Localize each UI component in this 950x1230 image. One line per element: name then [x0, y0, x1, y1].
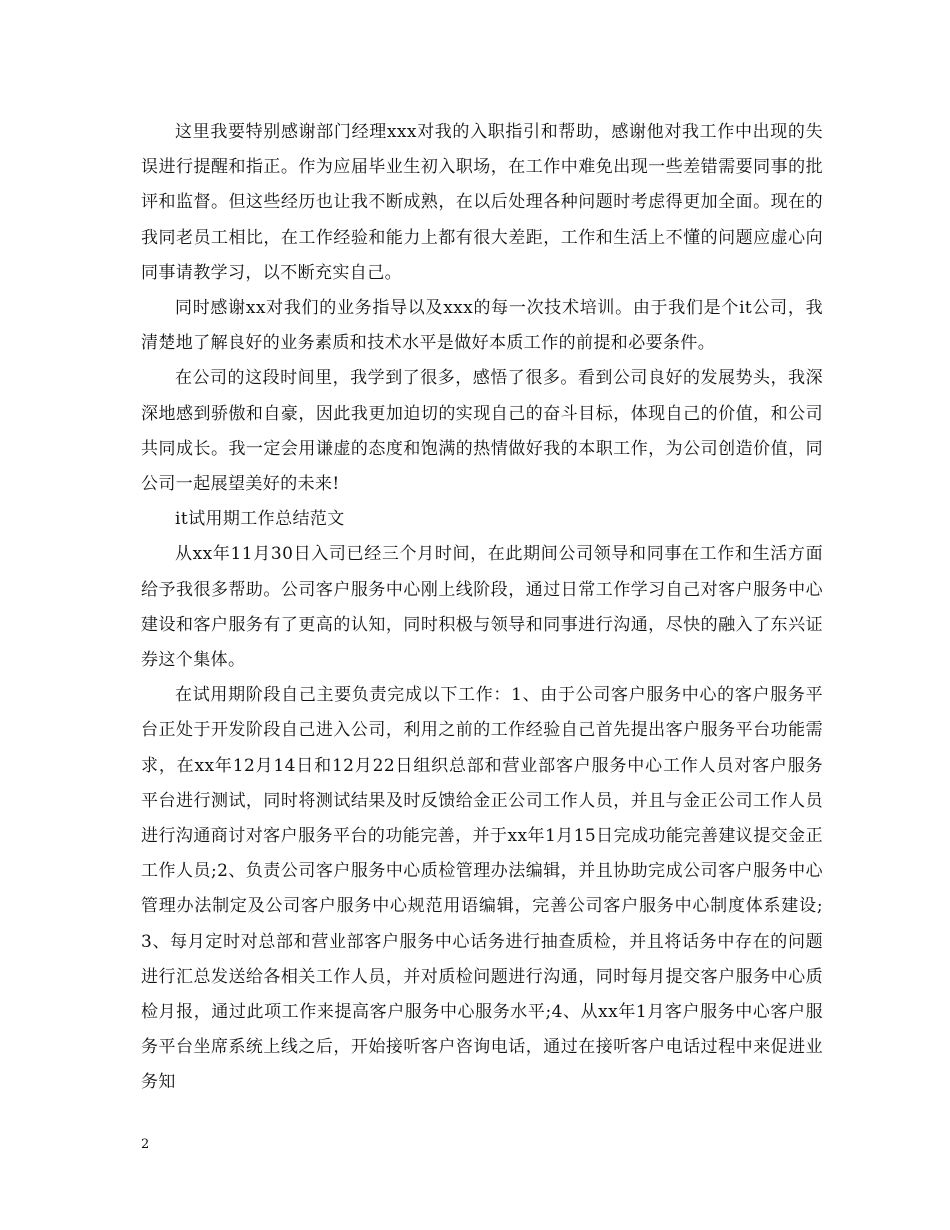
paragraph-company-growth: 在公司的这段时间里，我学到了很多，感悟了很多。看到公司良好的发展势头，我深深地感到骄傲和自豪，因此我更加迫切的实现自己的奋斗目标，体现自己的价值，和公司共同成长。我一定会用谦虚的态度和饱满的热情做好我的本职工作，为公司创造价值，同公司一起展望美好的未来!	[141, 368, 823, 495]
paragraph-joining-company: 从xx年11月30日入司已经三个月时间，在此期间公司领导和同事在工作和生活方面给予我很多帮助。公司客户服务中心刚上线阶段，通过日常工作学习自己对客户服务中心建设和客户服务有了更高的认知，同时积极与领导和同事进行沟通，尽快的融入了东兴证券这个集体。	[141, 544, 823, 671]
paragraph-thanks-training: 同时感谢xx对我们的业务指导以及xxx的每一次技术培训。由于我们是个it公司，我清楚地了解良好的业务素质和技术水平是做好本质工作的前提和必要条件。	[141, 298, 823, 354]
section-title: it试用期工作总结范文	[175, 509, 345, 530]
document-body	[141, 115, 823, 1101]
paragraph-work-duties: 在试用期阶段自己主要负责完成以下工作：1、由于公司客户服务中心的客户服务平台正处于开发阶段自己进入公司，利用之前的工作经验自己首先提出客户服务平台功能需求，在xx年12月14日和12月22日组织总部和营业部客户服务中心工作人员对客户服务平台进行测试，同时将测试结果及时反馈给金正公司工作人员，并且与金正公司工作人员进行沟通商讨对客户服务平台的功能完善，并于xx年1月15日完成功能完善建议提交金正工作人员;2、负责公司客户服务中心质检管理办法编辑，并且协助完成公司客户服务中心管理办法制定及公司客户服务中心规范用语编辑，完善公司客户服务中心制度体系建设;3、每月定时对总部和营业部客户服务中心话务进行抽查质检，并且将话务中存在的问题进行汇总发送给各相关工作人员，并对质检问题进行沟通，同时每月提交客户服务中心质检月报，通过此项工作来提高客户服务中心服务水平;4、从xx年1月客户服务中心客户服务平台坐席系统上线之后，开始接听客户咨询电话，通过在接听客户电话过程中来促进业务知	[141, 685, 823, 1093]
page-number: 2	[141, 1137, 150, 1152]
paragraph-thanks-manager: 这里我要特别感谢部门经理xxx对我的入职指引和帮助，感谢他对我工作中出现的失误进行提醒和指正。作为应届毕业生初入职场，在工作中难免出现一些差错需要同事的批评和监督。但这些经历也让我不断成熟，在以后处理各种问题时考虑得更加全面。现在的我同老员工相比，在工作经验和能力上都有很大差距，工作和生活上不懂的问题应虚心向同事请教学习，以不断充实自己。	[141, 122, 823, 283]
